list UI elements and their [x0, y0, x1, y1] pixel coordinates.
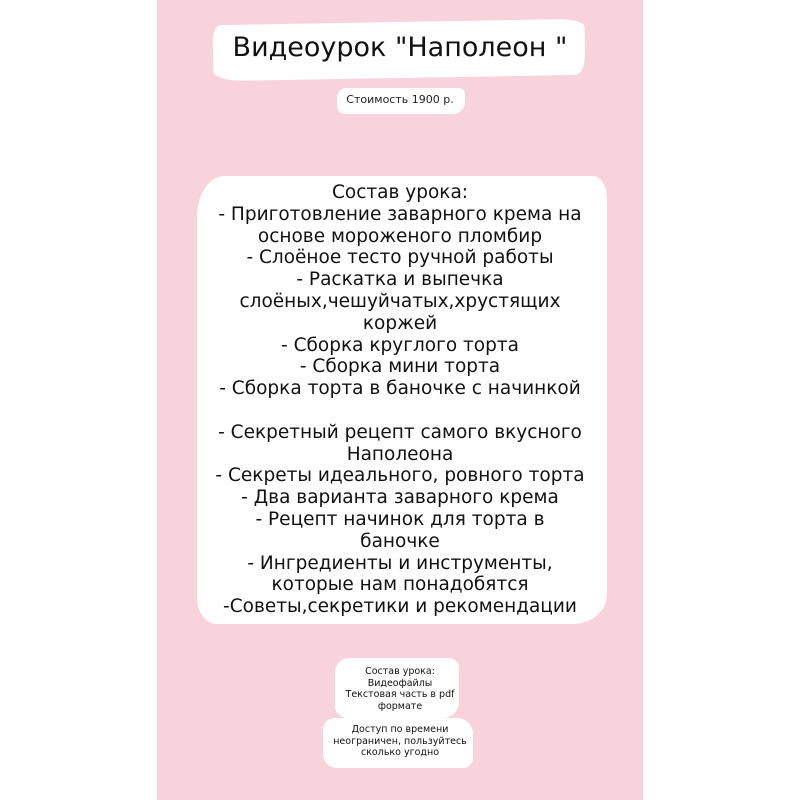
- access-line: сколько угодно: [360, 747, 440, 758]
- lesson-item: коржей: [362, 312, 438, 334]
- format-info: [157, 666, 643, 712]
- lesson-item: - Сборка круглого торта: [281, 334, 519, 356]
- extra-item: Наполеона: [346, 443, 454, 465]
- lesson-item: - Раскатка и выпечка: [296, 269, 504, 291]
- extra-item: которые нам понадобятся: [271, 574, 529, 596]
- extra-item: - Два варианта заварного крема: [241, 487, 559, 509]
- lesson-item: основе мороженого пломбир: [257, 225, 543, 247]
- format-line: Текстовая часть в pdf: [345, 689, 455, 700]
- extra-item: -Советы,секретики и рекомендации: [223, 596, 577, 618]
- access-line: Доступ по времени: [351, 724, 449, 735]
- access-line: неограничен, пользуйтесь: [333, 735, 467, 747]
- lesson-heading: Состав урока:: [331, 182, 469, 203]
- extra-item: - Секреты идеального, ровного торта: [215, 465, 585, 487]
- lesson-item: - Сборка мини торта: [299, 356, 501, 378]
- poster-title: Видеоурок "Наполеон ": [232, 32, 568, 63]
- lesson-contents: [185, 182, 615, 618]
- extra-item: - Ингредиенты и инструменты,: [247, 552, 553, 574]
- spacer: [185, 400, 615, 422]
- poster: [157, 0, 643, 800]
- price-label: Стоимость 1900 р.: [346, 93, 454, 106]
- format-line: формате: [377, 700, 423, 712]
- extra-item: - Секретный рецепт самого вкусного: [218, 421, 582, 443]
- lesson-item: - Слоёное тесто ручной работы: [246, 247, 554, 269]
- lesson-item: слоёных,чешуйчатых,хрустящих: [239, 290, 561, 312]
- access-info: [157, 724, 643, 759]
- format-line: Состав урока:: [365, 666, 435, 677]
- extra-item: - Рецепт начинок для торта в: [255, 508, 545, 530]
- lesson-item: - Приготовление заварного крема на: [218, 203, 582, 225]
- extra-item: баночке: [360, 530, 440, 552]
- lesson-item: - Сборка торта в баночке с начинкой: [219, 378, 581, 400]
- format-line: Видеофайлы: [367, 677, 433, 689]
